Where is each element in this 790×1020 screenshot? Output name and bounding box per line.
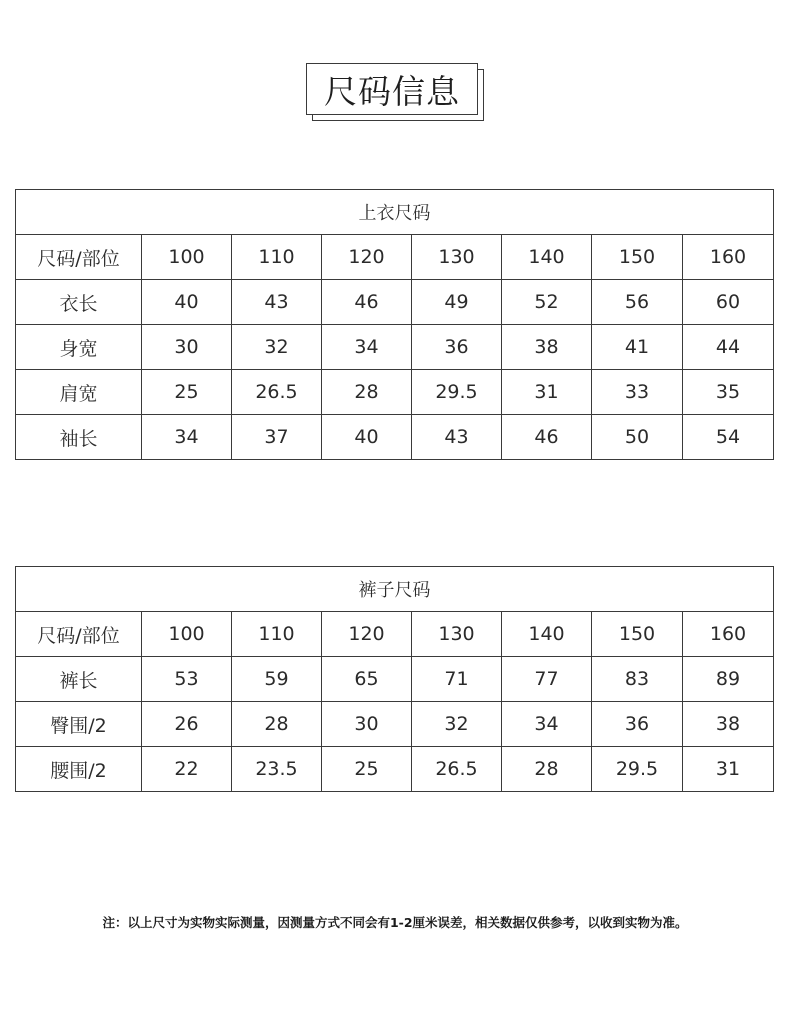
measurement-cell: 50 <box>592 415 683 460</box>
measurement-cell: 36 <box>592 702 683 747</box>
measurement-cell: 23.5 <box>232 747 322 792</box>
measurement-cell: 25 <box>322 747 412 792</box>
measurement-cell: 43 <box>412 415 502 460</box>
measurement-cell: 40 <box>322 415 412 460</box>
measurement-cell: 26.5 <box>232 370 322 415</box>
size-header-cell: 130 <box>412 612 502 657</box>
title-badge <box>306 63 480 117</box>
measurement-cell: 46 <box>502 415 592 460</box>
table-row <box>16 657 774 702</box>
size-header-cell: 110 <box>232 235 322 280</box>
measurement-cell: 26 <box>142 702 232 747</box>
row-label-cell: 衣长 <box>16 280 142 325</box>
measurement-cell: 43 <box>232 280 322 325</box>
size-header-cell: 100 <box>142 612 232 657</box>
measurement-cell: 35 <box>683 370 774 415</box>
size-header-cell: 140 <box>502 235 592 280</box>
size-header-cell: 120 <box>322 235 412 280</box>
measurement-cell: 34 <box>502 702 592 747</box>
measurement-cell: 31 <box>502 370 592 415</box>
measurement-note: 注：以上尺寸为实物实际测量，因测量方式不同会有1-2厘米误差，相关数据仅供参考，以收到实物为准。 <box>102 915 688 930</box>
measurement-cell: 28 <box>232 702 322 747</box>
table-row <box>16 702 774 747</box>
row-label-cell: 肩宽 <box>16 370 142 415</box>
size-header-cell: 140 <box>502 612 592 657</box>
measurement-cell: 65 <box>322 657 412 702</box>
table-caption-row <box>16 567 774 612</box>
measurement-cell: 83 <box>592 657 683 702</box>
measurement-cell: 37 <box>232 415 322 460</box>
header-label-cell: 尺码/部位 <box>16 235 142 280</box>
size-header-cell: 160 <box>683 612 774 657</box>
row-label-cell: 袖长 <box>16 415 142 460</box>
measurement-cell: 36 <box>412 325 502 370</box>
table-caption: 裤子尺码 <box>16 567 774 612</box>
row-label-cell: 腰围/2 <box>16 747 142 792</box>
table-caption-row <box>16 190 774 235</box>
measurement-cell: 25 <box>142 370 232 415</box>
measurement-cell: 34 <box>322 325 412 370</box>
measurement-cell: 53 <box>142 657 232 702</box>
size-header-cell: 130 <box>412 235 502 280</box>
table-row <box>16 325 774 370</box>
size-header-cell: 120 <box>322 612 412 657</box>
header-label-cell: 尺码/部位 <box>16 612 142 657</box>
measurement-cell: 44 <box>683 325 774 370</box>
size-header-cell: 110 <box>232 612 322 657</box>
measurement-cell: 29.5 <box>592 747 683 792</box>
measurement-cell: 89 <box>683 657 774 702</box>
measurement-cell: 52 <box>502 280 592 325</box>
top-size-table <box>15 189 774 460</box>
measurement-cell: 46 <box>322 280 412 325</box>
measurement-cell: 30 <box>322 702 412 747</box>
size-header-cell: 100 <box>142 235 232 280</box>
measurement-cell: 41 <box>592 325 683 370</box>
table-row <box>16 280 774 325</box>
measurement-cell: 38 <box>683 702 774 747</box>
table-header-row <box>16 612 774 657</box>
measurement-cell: 32 <box>232 325 322 370</box>
row-label-cell: 身宽 <box>16 325 142 370</box>
measurement-cell: 71 <box>412 657 502 702</box>
measurement-cell: 77 <box>502 657 592 702</box>
measurement-cell: 38 <box>502 325 592 370</box>
table-row <box>16 747 774 792</box>
measurement-cell: 40 <box>142 280 232 325</box>
measurement-cell: 59 <box>232 657 322 702</box>
row-label-cell: 裤长 <box>16 657 142 702</box>
measurement-cell: 54 <box>683 415 774 460</box>
pants-table-body <box>16 567 774 792</box>
measurement-cell: 22 <box>142 747 232 792</box>
measurement-cell: 28 <box>502 747 592 792</box>
measurement-cell: 28 <box>322 370 412 415</box>
measurement-cell: 26.5 <box>412 747 502 792</box>
measurement-cell: 60 <box>683 280 774 325</box>
row-label-cell: 臀围/2 <box>16 702 142 747</box>
measurement-cell: 34 <box>142 415 232 460</box>
measurement-cell: 49 <box>412 280 502 325</box>
size-header-cell: 150 <box>592 612 683 657</box>
table-caption: 上衣尺码 <box>16 190 774 235</box>
pants-size-table <box>15 566 774 792</box>
size-header-cell: 160 <box>683 235 774 280</box>
measurement-cell: 29.5 <box>412 370 502 415</box>
measurement-cell: 32 <box>412 702 502 747</box>
size-header-cell: 150 <box>592 235 683 280</box>
measurement-cell: 31 <box>683 747 774 792</box>
measurement-cell: 56 <box>592 280 683 325</box>
table-row <box>16 415 774 460</box>
page-title: 尺码信息 <box>306 63 478 115</box>
measurement-cell: 30 <box>142 325 232 370</box>
table-header-row <box>16 235 774 280</box>
top-table-body <box>16 190 774 460</box>
measurement-cell: 33 <box>592 370 683 415</box>
table-row <box>16 370 774 415</box>
